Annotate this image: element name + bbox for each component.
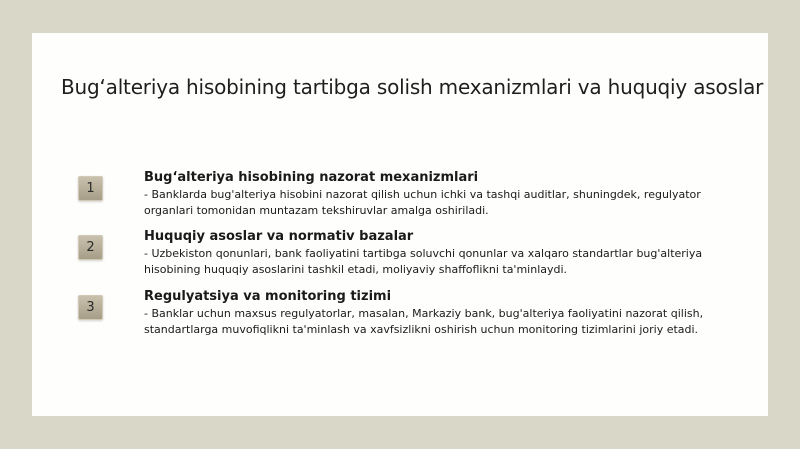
slide-title: Bug‘alteriya hisobining tartibga solish mexanizmlari va huquqiy asoslar (61, 75, 764, 99)
item-heading: Bug‘alteriya hisobining nazorat mexanizmlari (144, 170, 479, 185)
number-badge: 3 (78, 295, 103, 320)
item-heading: Huquqiy asoslar va normativ bazalar (144, 229, 414, 244)
slide (32, 33, 768, 416)
item-description: - Banklarda bug'alteriya hisobini nazorat qilish uchun ichki va tashqi auditlar, shuningdek, regulyator organlari tomonidan muntazam tekshiruvlar amalga oshiriladi. (144, 188, 701, 217)
item-heading: Regulyatsiya va monitoring tizimi (144, 289, 392, 304)
number-badge: 2 (78, 235, 103, 260)
item-description: - Uzbekiston qonunlari, bank faoliyatini tartibga soluvchi qonunlar va xalqaro standartlar bug'alteriya hisobining huquqiy asoslarini tashkil etadi, moliyaviy shaffoflikni ta'minlaydi. (144, 247, 703, 276)
item-description: - Banklar uchun maxsus regulyatorlar, masalan, Markaziy bank, bug'alteriya faoliyatini nazorat qilish, standartlarga muvofiqlikni ta'minlash va xavfsizlikni oshirish uchun monitoring tizimlarini joriy etadi. (144, 307, 704, 336)
number-badge: 1 (78, 176, 103, 201)
